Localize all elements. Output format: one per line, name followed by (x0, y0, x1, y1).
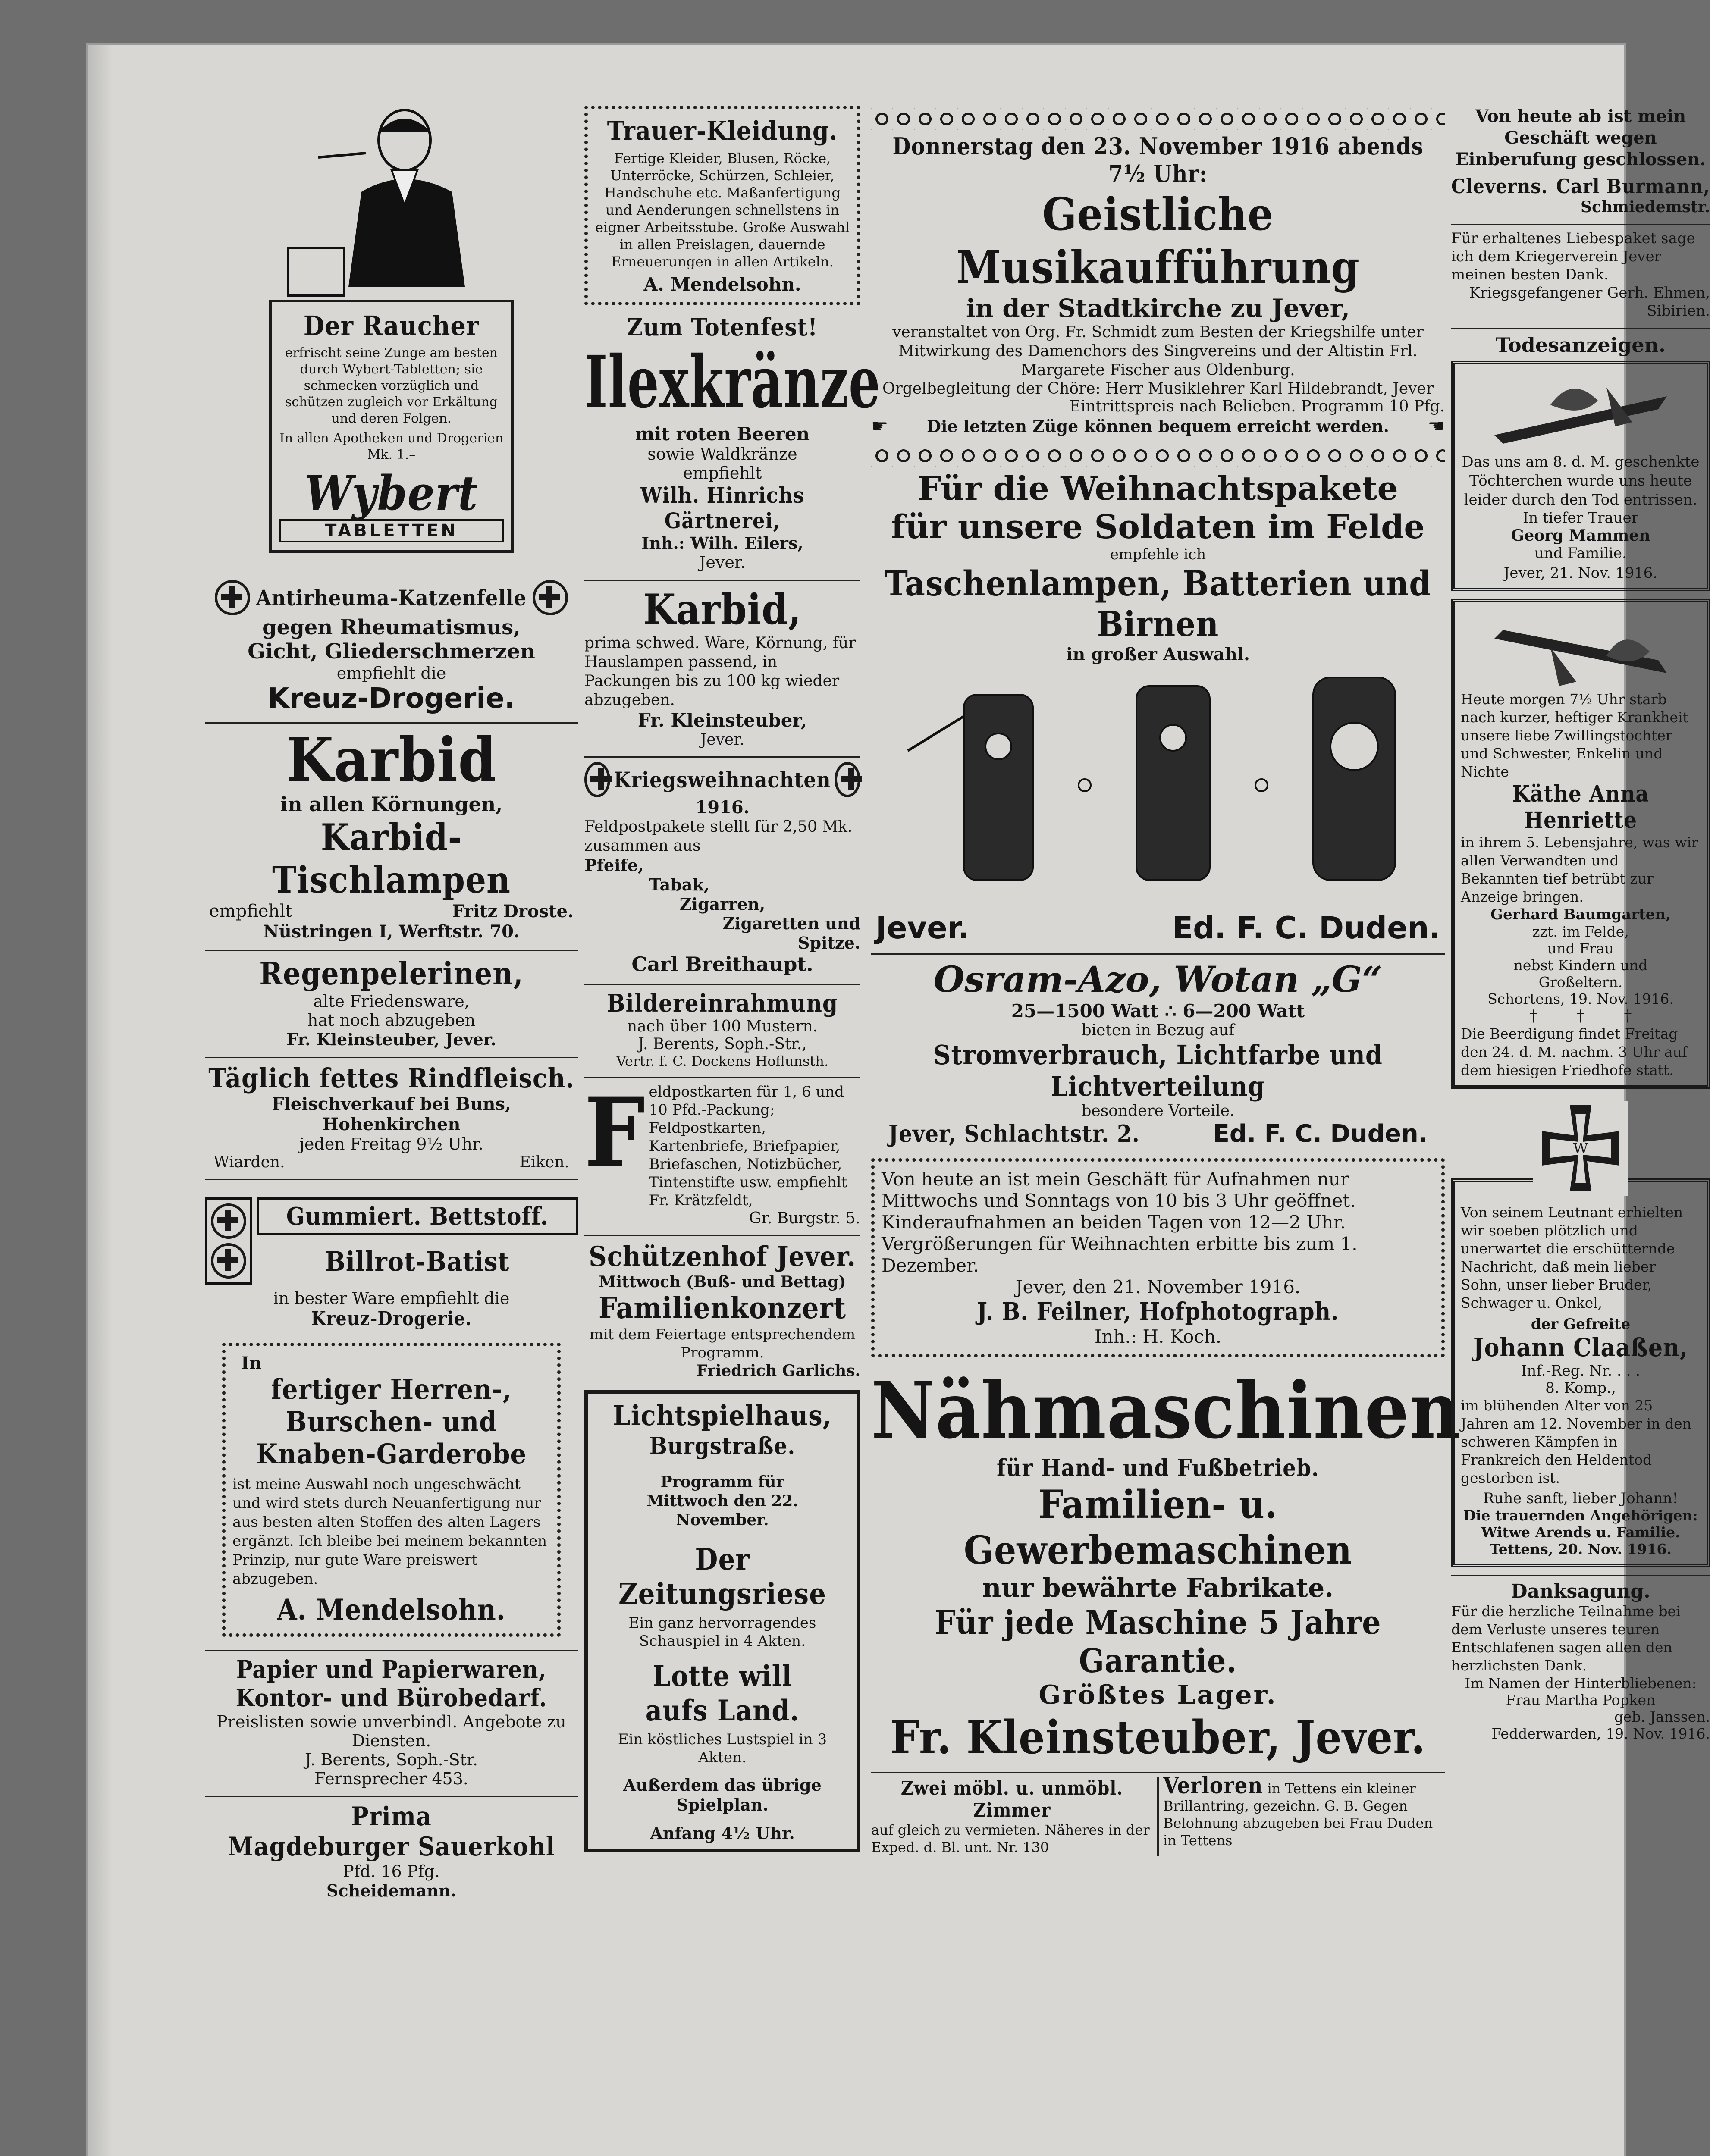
ad-lichtspielhaus (584, 1390, 860, 1852)
ilex-line-5: Wilh. Hinrichs Gärtnerei, (640, 483, 805, 533)
claassen-komp: 8. Komp., (1545, 1379, 1616, 1397)
rind-place: Wiarden. (213, 1153, 285, 1171)
mammen-line-4: und Familie. (1534, 545, 1627, 562)
ad-feldpostkarten (584, 1076, 860, 1227)
kaethe-body-2: in ihrem 5. Lebensjahre, was wir allen Verwandten und Bekannten tief betrübt zur Anzeige bringen. (1461, 834, 1698, 905)
licht-film-1b: Zeitungsriese (618, 1577, 826, 1611)
bilder-line-1: nach über 100 Mustern. (627, 1018, 818, 1035)
column-4 (1451, 106, 1710, 1750)
karbid-line-1: in allen Körnungen, (280, 793, 503, 816)
ad-schuetzenhof (584, 1241, 860, 1380)
dank1-signature: Kriegsgefangener Gerh. Ehmen, Sibirien. (1469, 284, 1710, 320)
dank1-body: Für erhaltenes Liebespaket sage ich dem Kriegerverein Jever meinen besten Dank. (1451, 230, 1695, 283)
ilex-line-3: sowie Waldkränze (647, 445, 797, 464)
ad-karbid-2 (584, 585, 860, 749)
ornament-border (871, 445, 1445, 467)
feld-body: eldpostkarten für 1, 6 und 10 Pfd.-Packung; Feldpostkarten, Kartenbriefe, Briefpapier, Briefaschen, Notizbücher, Tintenstifte usw. empfiehlt Fr. Krätzfeldt, (649, 1083, 847, 1209)
gummi-cross-box (205, 1197, 252, 1285)
ad-garderobe (222, 1343, 561, 1637)
ad-regenpelerinen (205, 955, 578, 1049)
karbid-title: Karbid (286, 725, 497, 796)
verloren-title: Verloren (1163, 1773, 1263, 1799)
musik-line-1: in der Stadtkirche zu Jever, (966, 294, 1350, 323)
licht-sub: Burgstraße. (649, 1432, 796, 1460)
mammen-line-3: Georg Mammen (1511, 526, 1650, 545)
papier-line-3: Preislisten sowie unverbindl. Angebote zu Diensten. (216, 1712, 566, 1750)
claassen-frame (1451, 1178, 1710, 1567)
dank2-line-4: geb. Janssen. (1614, 1708, 1710, 1725)
rind-title: Täglich fettes Rindfleisch. (208, 1062, 574, 1094)
schuetzen-signature: Friedrich Garlichs. (696, 1362, 860, 1380)
kaethe-crosses: † † † (1529, 1007, 1632, 1025)
naeh-line-1: für Hand- und Fußbetrieb. (997, 1454, 1319, 1482)
divider (205, 1796, 578, 1797)
flashlights-illustration (878, 669, 1438, 910)
kaethe-body: Heute morgen 7½ Uhr starb nach kurzer, heftiger Krankheit unsere liebe Zwillingstochter und Schwester, Enkelin und Nichte (1461, 691, 1688, 780)
osram-line-1: 25—1500 Watt ∴ 6—200 Watt (1011, 1000, 1305, 1022)
naeh-line-2: Familien- u. Gewerbemaschinen (963, 1482, 1352, 1573)
trauer-signature: A. Mendelsohn. (643, 274, 801, 295)
karbid-seller: Fritz Droste. (452, 901, 574, 921)
claassen-date: Tettens, 20. Nov. 1916. (1489, 1541, 1672, 1557)
musik-line-5: Die letzten Züge können bequem erreicht werden. (927, 417, 1389, 436)
kaethe-name: Käthe Anna Henriette (1512, 781, 1649, 834)
ad-einberufung (1451, 106, 1710, 216)
sauer-line-1: Prima (351, 1802, 432, 1832)
dank2-title: Danksagung. (1511, 1580, 1650, 1602)
weih-firm: Ed. F. C. Duden. (1172, 910, 1440, 946)
karbid-address: Nüstringen I, Werftstr. 70. (263, 921, 520, 942)
osram-title: Osram-Azo, Wotan „G“ (933, 959, 1383, 1000)
naeh-line-6: Fr. Kleinsteuber, Jever. (890, 1710, 1426, 1764)
column-3 (871, 106, 1461, 1864)
verloren-body: in Tettens ein kleiner Brillantring, gezeichn. G. B. Gegen Belohnung abzugeben bei Frau Duden in Tettens (1163, 1780, 1433, 1849)
claassen-rest: Ruhe sanft, lieber Johann! (1483, 1490, 1679, 1507)
kaethe-sig-1: Gerhard Baumgarten, (1490, 906, 1671, 923)
regen-line-1: alte Friedensware, (313, 992, 470, 1011)
karbid2-town: Jever. (700, 731, 745, 749)
ad-karbid (205, 725, 578, 942)
musik-line-2: veranstaltet von Org. Fr. Schmidt zum Besten der Kriegshilfe unter Mitwirkung des Damenchors des Singvereins und der Altistin Frl. Margarete Fischer aus Oldenburg. (892, 323, 1424, 379)
kaethe-sig-3: und Frau (1547, 940, 1614, 957)
raucher-panel (269, 300, 514, 553)
mammen-line-2: In tiefer Trauer (1522, 509, 1639, 526)
kriegs-year: 1916. (695, 797, 750, 818)
feld-initial: F (584, 1076, 646, 1188)
kriegs-item-2: Tabak, (649, 875, 709, 894)
ad-gummiert (205, 1197, 578, 1330)
red-cross-icon (211, 1243, 246, 1279)
gummi-line-1: in bester Ware empfiehlt die (273, 1289, 510, 1308)
musik-title: Geistliche Musikaufführung (956, 188, 1360, 294)
papier-line-2: Kontor- und Bürobedarf. (235, 1684, 547, 1712)
trauer-title: Trauer-Kleidung. (607, 116, 838, 146)
sauer-line-2: Magdeburger Sauerkohl (227, 1832, 555, 1862)
schuetzen-title: Schützenhof Jever. (589, 1241, 856, 1273)
antirheuma-title: Antirheuma-Katzenfelle (256, 585, 527, 611)
garderobe-line-1: In (241, 1353, 262, 1373)
weih-line-3: empfehle ich (1110, 546, 1206, 563)
kaethe-sig-2: zzt. im Felde, (1532, 923, 1629, 940)
rind-line-3: jeden Freitag 9½ Uhr. (299, 1134, 483, 1153)
ornament-border (871, 108, 1445, 130)
papier-line-1: Papier und Papierwaren, (236, 1655, 547, 1684)
ad-sauerkohl (205, 1802, 578, 1900)
bilder-line-2: J. Berents, Soph.-Str., (638, 1035, 807, 1053)
ad-liebespaket (1451, 229, 1710, 320)
regen-line-3: Fr. Kleinsteuber, Jever. (286, 1030, 496, 1049)
weih-town: Jever. (875, 910, 970, 946)
ad-raucher (205, 106, 578, 571)
licht-film-2: Lotte will aufs Land. (645, 1659, 800, 1727)
column-1 (205, 106, 578, 1908)
osram-line-2: bieten in Bezug auf (1081, 1022, 1235, 1039)
kriegs-item-3: Zigarren, (679, 894, 766, 914)
ad-photograph (871, 1158, 1445, 1357)
antirheuma-line-1: gegen Rheumatismus, (262, 615, 521, 639)
smoker-illustration (262, 106, 521, 304)
bilder-title: Bildereinrahmung (606, 989, 838, 1018)
garderobe-line-4: Knaben-Garderobe (256, 1438, 527, 1470)
divider (1451, 328, 1710, 329)
naeh-line-3: nur bewährte Fabrikate. (982, 1573, 1334, 1603)
ad-ilexkraenze (584, 313, 881, 572)
raucher-sub: TABLETTEN (279, 519, 504, 542)
claassen-body-2: im blühenden Alter von 25 Jahren am 12. November in den schweren Kämpfen in Frankreich den Heldentod gestorben ist. (1461, 1397, 1691, 1486)
papier-line-4: J. Berents, Soph.-Str. (305, 1750, 478, 1769)
pointing-hand-icon: ☛ (871, 415, 888, 437)
weih-line-4: Taschenlampen, Batterien und Birnen (885, 563, 1431, 644)
ad-rindfleisch (205, 1062, 578, 1171)
gummi-title: Gummiert. Bettstoff. (257, 1197, 578, 1235)
rind-line-1: Fleischverkauf bei Buns, (272, 1094, 511, 1114)
claassen-unit: Inf.-Reg. Nr. . . . (1521, 1362, 1641, 1379)
einberufung-signature: Carl Burmann, (1556, 175, 1710, 198)
dank2-line-2: Im Namen der Hinterbliebenen: (1465, 1675, 1697, 1692)
divider (871, 953, 1445, 955)
raucher-note: In allen Apotheken und Drogerien Mk. 1.– (279, 431, 504, 462)
column-2 (584, 106, 881, 1860)
notice-claassen (1451, 1101, 1710, 1567)
divider (584, 580, 860, 581)
red-cross-icon (211, 1203, 246, 1239)
licht-extra: Außerdem das übrige Spielplan. (623, 1775, 822, 1814)
licht-start: Anfang 4½ Uhr. (650, 1824, 795, 1843)
divider (205, 1057, 578, 1058)
ad-trauer-kleidung (584, 106, 860, 305)
kaethe-burial: Die Beerdigung findet Freitag den 24. d. M. nachm. 3 Uhr auf dem hiesigen Friedhofe statt. (1461, 1025, 1688, 1078)
musik-line-4: Eintrittspreis nach Belieben. Programm 10 Pfg. (1069, 398, 1445, 415)
kriegs-item-5: Spitze. (798, 933, 860, 953)
pointing-hand-icon: ☚ (1428, 415, 1445, 437)
ad-antirheuma (205, 580, 578, 714)
trauer-body: Fertige Kleider, Blusen, Röcke, Unterröcke, Schürzen, Schleier, Handschuhe etc. Maßanfertigung und Aenderungen schnellstens in eigner Arbeitsstube. Große Auswahl in allen Preislagen, dauernde Erneuerungen in allen Artikeln. (595, 150, 850, 270)
kriegs-item-1: Pfeife, (584, 856, 644, 875)
ilex-line-7: Jever. (699, 553, 746, 572)
newspaper-page (88, 45, 1710, 2156)
divider (871, 1772, 1445, 1773)
dank2-date: Fedderwarden, 19. Nov. 1916. (1491, 1725, 1710, 1742)
ad-musikauffuehrung (871, 132, 1445, 437)
notice-mammen (1451, 361, 1710, 591)
claassen-name: Johann Claaßen, (1473, 1333, 1688, 1362)
page-gutter (88, 45, 112, 2156)
ad-papier (205, 1655, 578, 1788)
divider (584, 984, 860, 985)
regen-title: Regenpelerinen, (259, 955, 524, 992)
licht-film-2-desc: Ein köstliches Lustspiel in 3 Akten. (618, 1731, 827, 1766)
red-cross-icon (215, 580, 250, 615)
feld-address: Gr. Burgstr. 5. (749, 1210, 860, 1227)
licht-program: Programm für Mittwoch den 22. November. (646, 1473, 798, 1529)
dank2-line-3: Frau Martha Popken (1506, 1692, 1656, 1708)
rind-seller: Eiken. (519, 1153, 569, 1171)
naeh-line-4: Für jede Maschine 5 Jahre Garantie. (935, 1603, 1381, 1680)
ilex-title: Ilexkränze (584, 340, 881, 425)
photo-signature: J. B. Feilner, Hofphotograph. (977, 1297, 1339, 1326)
weih-line-5: in großer Auswahl. (1066, 644, 1250, 664)
osram-line-3: Stromverbrauch, Lichtfarbe und Lichtverteilung (933, 1039, 1383, 1102)
claassen-sig-1: Die trauernden Angehörigen: (1463, 1507, 1698, 1524)
zimmer-body: auf gleich zu vermieten. Näheres in der Exped. d. Bl. unt. Nr. 130 (871, 1822, 1150, 1855)
broken-flower-icon (1486, 608, 1675, 690)
ad-osram (871, 959, 1445, 1148)
weih-line-1: Für die Weihnachtspakete (918, 469, 1398, 508)
musik-line-3: Orgelbegleitung der Chöre: Herr Musiklehrer Karl Hildebrandt, Jever (882, 380, 1434, 398)
schuetzen-line-3: mit dem Feiertage entsprechendem Programm. (589, 1326, 856, 1361)
divider (205, 722, 578, 724)
kriegs-item-4: Zigaretten und (722, 914, 860, 933)
divider (584, 756, 860, 758)
todes-heading: Todesanzeigen. (1496, 333, 1666, 357)
divider (1451, 1575, 1710, 1576)
kriegs-signature: Carl Breithaupt. (631, 953, 813, 976)
naeh-line-5: Größtes Lager. (1039, 1680, 1277, 1710)
licht-film-1a: Der (695, 1542, 750, 1577)
dank2-body: Für die herzliche Teilnahme bei dem Verluste unseres teuren Entschlafenen sagen allen den herzlichsten Dank. (1451, 1603, 1681, 1674)
ad-verloren (1159, 1773, 1445, 1856)
weih-line-2: für unsere Soldaten im Felde (891, 508, 1425, 546)
licht-film-1-desc: Ein ganz hervorragendes Schauspiel in 4 Akten. (628, 1614, 816, 1650)
claassen-sig-2: Witwe Arends u. Familie. (1481, 1524, 1680, 1541)
notice-kaethe (1451, 599, 1710, 1089)
divider (584, 1235, 860, 1236)
red-cross-icon (835, 762, 860, 797)
musik-date: Donnerstag den 23. November 1916 abends 7½ Uhr: (892, 132, 1424, 188)
claassen-rank: der Gefreite (1531, 1316, 1631, 1333)
ilex-line-6: Inh.: Wilh. Eilers, (641, 533, 803, 553)
sauer-line-3: Pfd. 16 Pfg. (343, 1862, 440, 1881)
raucher-brand: Wybert (304, 465, 478, 521)
rind-line-2: Hohenkirchen (322, 1114, 461, 1134)
garderobe-signature: A. Mendelsohn. (277, 1593, 506, 1626)
licht-title: Lichtspielhaus, (613, 1400, 832, 1432)
antirheuma-line-4: Kreuz-Drogerie. (267, 683, 515, 714)
ilex-line-2: mit roten Beeren (635, 423, 810, 445)
divider (1451, 224, 1710, 225)
schuetzen-line-2: Familienkonzert (598, 1291, 847, 1326)
osram-town: Jever, Schlachtstr. 2. (888, 1120, 1140, 1147)
garderobe-body: ist meine Auswahl noch ungeschwächt und wird stets durch Neuanfertigung nur aus besten alten Stoffen des alten Lagers ergänzt. Ich bleibe bei meinem bekannten Prinzip, nur gute Ware preiswert abzugeben. (232, 1476, 547, 1588)
photo-line-3: Jever, den 21. November 1916. (1015, 1276, 1301, 1297)
ad-zimmer (871, 1777, 1159, 1856)
gummi-line-2: Kreuz-Drogerie. (311, 1308, 472, 1330)
kriegs-line-1: Feldpostpakete stellt für 2,50 Mk. zusammen aus (584, 818, 853, 855)
osram-firm: Ed. F. C. Duden. (1213, 1120, 1428, 1148)
broken-flower-icon (1486, 370, 1675, 452)
divider (205, 1179, 578, 1180)
ad-danksagung (1451, 1580, 1710, 1742)
mammen-body: Das uns am 8. d. M. geschenkte Töchterchen wurde uns heute leider durch den Tod entrissen. (1462, 453, 1700, 508)
divider (205, 950, 578, 951)
ad-bildereinrahmung (584, 989, 860, 1069)
photo-line-2: Vergrößerungen für Weihnachten erbitte bis zum 1. Dezember. (882, 1233, 1358, 1276)
red-cross-icon (533, 580, 568, 615)
zimmer-title: Zwei möbl. u. unmöbl. Zimmer (900, 1777, 1123, 1821)
sauer-line-4: Scheidemann. (326, 1881, 456, 1900)
karbid2-body: prima schwed. Ware, Körnung, für Hauslampen passend, in Packungen bis zu 100 kg wieder abzugeben. (584, 634, 856, 709)
schuetzen-line-1: Mittwoch (Buß- und Bettag) (599, 1273, 846, 1291)
claassen-body: Von seinem Leutnant erhielten wir soeben plötzlich und unerwartet die erschütternde Nachricht, daß mein lieber Sohn, unser lieber Bruder, Schwager u. Onkel, (1461, 1204, 1683, 1311)
karbid-empfiehlt: empfiehlt (209, 901, 292, 921)
papier-line-5: Fernsprecher 453. (314, 1769, 468, 1788)
karbid-line-2: Karbid-Tischlampen (272, 816, 511, 901)
red-cross-icon (584, 762, 610, 797)
garderobe-line-2: fertiger Herren-, (271, 1373, 512, 1406)
mammen-date: Jever, 21. Nov. 1916. (1503, 564, 1658, 582)
ilex-line-4: empfiehlt (683, 464, 762, 483)
gummi-title-2: Billrot-Batist (325, 1246, 510, 1277)
raucher-title: Der Raucher (303, 310, 480, 342)
naeh-title: Nähmaschinen (871, 1365, 1461, 1456)
antirheuma-line-2: Gicht, Gliederschmerzen (248, 639, 535, 664)
einberufung-place: Cleverns. (1451, 175, 1548, 198)
iron-cross-icon (1533, 1101, 1628, 1196)
ad-weihnachtspakete (871, 469, 1445, 946)
karbid2-title: Karbid, (643, 585, 802, 634)
regen-line-2: hat noch abzugeben (307, 1011, 476, 1030)
osram-line-4: besondere Vorteile. (1081, 1102, 1235, 1120)
ilex-line-1: Zum Totenfest! (627, 313, 818, 342)
einberufung-body: Von heute ab ist mein Geschäft wegen Einberufung geschlossen. (1455, 106, 1706, 169)
antirheuma-line-3: empfiehlt die (336, 664, 446, 683)
kaethe-date: Schortens, 19. Nov. 1916. (1487, 990, 1674, 1007)
svg-text:W: W (1573, 1140, 1588, 1157)
einberufung-trade: Schmiedemstr. (1580, 198, 1710, 216)
garderobe-line-3: Burschen- und (286, 1406, 497, 1438)
photo-body: Von heute an ist mein Geschäft für Aufnahmen nur Mittwochs und Sonntags von 10 bis 3 Uhr geöffnet. Kinderaufnahmen an beiden Tagen von 12—2 Uhr. (882, 1169, 1356, 1233)
divider (205, 1650, 578, 1651)
kriegs-title: Kriegsweihnachten (614, 767, 831, 793)
kaethe-sig-5: Großeltern. (1538, 974, 1623, 990)
raucher-body: erfrischt seine Zunge am besten durch Wybert-Tabletten; sie schmecken vorzüglich und schützen zugleich vor Erkältung und deren Folgen. (285, 345, 498, 426)
kaethe-sig-4: nebst Kindern und (1513, 957, 1648, 974)
ad-kriegsweihnachten (584, 762, 860, 976)
ad-naehmaschinen (871, 1365, 1461, 1764)
photo-owner: Inh.: H. Koch. (1094, 1326, 1222, 1347)
karbid2-signature: Fr. Kleinsteuber, (637, 710, 807, 731)
bilder-line-3: Vertr. f. C. Dockens Hoflunsth. (616, 1053, 829, 1069)
